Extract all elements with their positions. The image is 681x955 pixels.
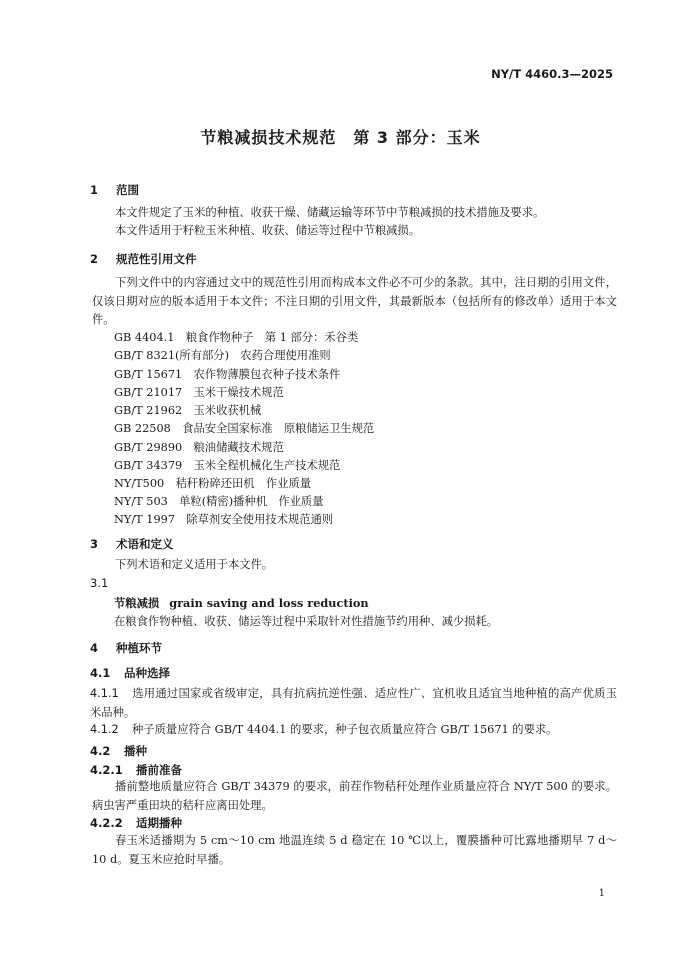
clause-4-1-2 <box>90 721 617 740</box>
section-number: 2 <box>90 252 99 266</box>
reference-item: GB/T 15671 农作物薄膜包衣种子技术条件 <box>114 368 341 381</box>
reference-item: GB/T 29890 粮油储藏技术规范 <box>114 441 284 454</box>
page-number: 1 <box>598 888 605 899</box>
section-title: 范围 <box>116 183 139 197</box>
reference-item: GB/T 21962 玉米收获机械 <box>114 404 262 417</box>
terms-intro: 下列术语和定义适用于本文件。 <box>115 558 274 571</box>
reference-item: GB/T 8321(所有部分) 农药合理使用准则 <box>114 349 331 362</box>
subsection-4-1-heading <box>90 665 170 681</box>
subsection-4-2-heading <box>90 743 147 759</box>
clause-number: 4.2.1 <box>90 763 123 777</box>
section-title: 术语和定义 <box>116 537 174 551</box>
subsection-title: 品种选择 <box>124 666 170 680</box>
clause-4-2-2-heading <box>90 815 182 831</box>
reference-item: GB/T 21017 玉米干燥技术规范 <box>114 386 284 399</box>
section-4-heading <box>90 640 162 656</box>
reference-item: NY/T500 秸秆粉碎还田机 作业质量 <box>114 477 312 490</box>
subsection-number: 4.2 <box>90 744 111 758</box>
subsection-number: 4.1 <box>90 666 111 680</box>
reference-item: NY/T 1997 除草剂安全使用技术规范通则 <box>114 513 334 526</box>
clause-4-2-2-text: 春玉米适播期为 5 cm～10 cm 地温连续 5 d 稳定在 10 ℃以上，覆膜播种可比露地播期早 7 d～10 d。夏玉米应抢时早播。 <box>92 834 617 866</box>
references-intro: 下列文件中的内容通过文中的规范性引用而构成本文件必不可少的条款。其中，注日期的引用文件，仅该日期对应的版本适用于本文件；不注日期的引用文件，其最新版本（包括所有的修改单）适用于本文件。 <box>92 276 617 326</box>
reference-item: NY/T 503 单粒(精密)播种机 作业质量 <box>114 495 324 508</box>
section-3-heading <box>90 536 174 552</box>
clause-4-1-1 <box>90 685 617 722</box>
scope-paragraph: 本文件规定了玉米的种植、收获干燥、储藏运输等环节中节粮减损的技术措施及要求。 <box>115 206 545 219</box>
scope-paragraph: 本文件适用于籽粒玉米种植、收获、储运等过程中节粮减损。 <box>115 224 421 237</box>
term-entry <box>114 595 369 611</box>
reference-item: GB 4404.1 粮食作物种子 第 1 部分：禾谷类 <box>114 331 359 344</box>
clause-4-2-1-heading <box>90 762 182 778</box>
reference-item: GB 22508 食品安全国家标准 原粮储运卫生规范 <box>114 422 375 435</box>
clause-text: 选用通过国家或省级审定，具有抗病抗逆性强、适应性广、宜机收且适宜当地种植的高产优质玉米品种。 <box>90 687 617 719</box>
subsection-title: 播种 <box>124 744 147 758</box>
document-code: NY/T 4460.3—2025 <box>491 67 613 81</box>
section-number: 1 <box>90 183 99 197</box>
term-number: 3.1 <box>90 576 109 590</box>
term-chinese: 节粮减损 <box>114 597 160 610</box>
term-definition: 在粮食作物种植、收获、储运等过程中采取针对性措施节约用种、减少损耗。 <box>114 615 499 628</box>
section-2-heading <box>90 251 197 267</box>
clause-title: 播前准备 <box>136 763 182 777</box>
section-number: 4 <box>90 641 99 655</box>
document-title: 节粮减损技术规范 第 3 部分：玉米 <box>200 128 481 147</box>
clause-text: 种子质量应符合 GB/T 4404.1 的要求，种子包衣质量应符合 GB/T 15671 的要求。 <box>132 723 558 736</box>
clause-number: 4.1.1 <box>90 687 119 700</box>
section-title: 种植环节 <box>116 641 162 655</box>
clause-number: 4.2.2 <box>90 816 123 830</box>
clause-4-2-1-text: 播前整地质量应符合 GB/T 34379 的要求，前茬作物秸秆处理作业质量应符合 NY/T 500 的要求。病虫害严重田块的秸秆应离田处理。 <box>92 780 617 812</box>
clause-title: 适期播种 <box>136 816 182 830</box>
reference-item: GB/T 34379 玉米全程机械化生产技术规范 <box>114 459 341 472</box>
section-title: 规范性引用文件 <box>116 252 197 266</box>
clause-number: 4.1.2 <box>90 723 119 736</box>
section-number: 3 <box>90 537 99 551</box>
section-1-heading <box>90 182 139 198</box>
term-english: grain saving and loss reduction <box>169 596 369 610</box>
